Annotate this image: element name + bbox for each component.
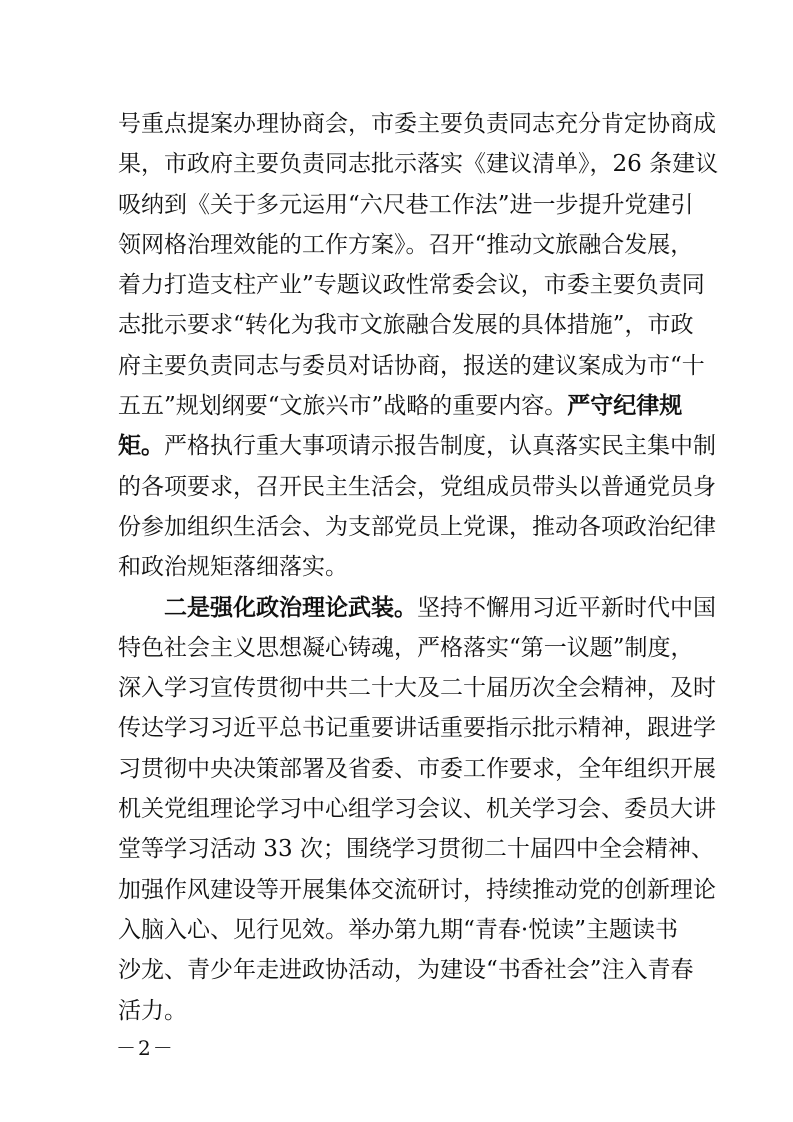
text-segment: 吸纳到《关于多元运用“六尺巷工作法”进一步提升党建引 bbox=[118, 191, 694, 218]
text-segment: 府主要负责同志与委员对话协商，报送的建议案成为市“十 bbox=[118, 352, 705, 379]
text-segment: 号重点提案办理协商会，市委主要负责同志充分肯定协商成 bbox=[118, 111, 716, 137]
text-line bbox=[118, 104, 716, 144]
text-segment: 加强作风建设等开展集体交流研讨，持续推动党的创新理论 bbox=[118, 876, 716, 903]
text-segment: 活力。 bbox=[118, 997, 187, 1024]
text-line bbox=[118, 749, 716, 789]
text-line bbox=[118, 346, 705, 386]
text-segment: 果，市政府主要负责同志批示落实《建议清单》，26 条建议 bbox=[118, 151, 719, 178]
text-segment: 的各项要求，召开民主生活会，党组成员带头以普通党员身 bbox=[118, 473, 716, 500]
text-segment: 志批示要求“转化为我市文旅融合发展的具体措施”，市政 bbox=[118, 312, 694, 339]
text-line bbox=[118, 870, 716, 910]
paragraph bbox=[118, 104, 719, 588]
text-segment: 入脑入心、见行见效。举办第九期“青春·悦读”主题读书 bbox=[118, 916, 678, 943]
bold-text-segment: 矩。 bbox=[118, 432, 164, 460]
text-segment: 传达学习习近平总书记重要讲话重要指示批示精神，跟进学 bbox=[118, 715, 716, 742]
text-line bbox=[118, 628, 694, 668]
page-number: －2－ bbox=[116, 1036, 175, 1060]
text-line bbox=[118, 225, 694, 265]
text-segment: 深入学习宣传贯彻中共二十大及二十届历次全会精神，及时 bbox=[118, 675, 716, 702]
text-line bbox=[118, 265, 705, 305]
text-line bbox=[118, 991, 678, 1031]
bold-text-segment: 二是强化政治理论武装。 bbox=[164, 593, 417, 621]
text-line bbox=[118, 789, 716, 829]
text-line bbox=[118, 507, 716, 547]
text-segment: 堂等学习活动 33 次；围绕学习贯彻二十届四中全会精神、 bbox=[118, 836, 714, 863]
text-line bbox=[118, 588, 716, 628]
text-line bbox=[118, 910, 678, 950]
text-segment: 特色社会主义思想凝心铸魂，严格落实“第一议题”制度， bbox=[118, 634, 694, 661]
text-segment: 沙龙、青少年走进政协活动，为建设“书香社会”注入青春 bbox=[118, 957, 694, 984]
text-line bbox=[118, 144, 719, 184]
text-line bbox=[118, 547, 678, 587]
text-segment: 着力打造支柱产业”专题议政性常委会议，市委主要负责同 bbox=[118, 272, 705, 299]
text-segment: 坚持不懈用习近平新时代中国 bbox=[417, 594, 716, 621]
paragraph bbox=[118, 588, 716, 1031]
text-segment: 领网格治理效能的工作方案》。召开“推动文旅融合发展， bbox=[118, 231, 694, 258]
text-line bbox=[118, 829, 714, 869]
text-line bbox=[118, 185, 694, 225]
text-line bbox=[118, 386, 683, 426]
text-segment: 和政治规矩落细落实。 bbox=[118, 554, 348, 581]
document-body bbox=[118, 104, 719, 1031]
text-segment: 五五”规划纲要“文旅兴市”战略的重要内容。 bbox=[118, 393, 568, 420]
text-line bbox=[118, 950, 694, 990]
text-line bbox=[118, 467, 716, 507]
text-segment: 机关党组理论学习中心组学习会议、机关学习会、委员大讲 bbox=[118, 796, 716, 823]
text-segment: 严格执行重大事项请示报告制度，认真落实民主集中制 bbox=[164, 433, 716, 460]
text-line bbox=[118, 305, 694, 345]
text-line bbox=[118, 668, 716, 708]
text-segment: 份参加组织生活会、为支部党员上党课，推动各项政治纪律 bbox=[118, 513, 716, 540]
text-line bbox=[118, 708, 716, 748]
bold-text-segment: 严守纪律规 bbox=[567, 392, 683, 420]
text-segment: 习贯彻中央决策部署及省委、市委工作要求，全年组织开展 bbox=[118, 755, 716, 782]
text-line bbox=[118, 426, 716, 466]
